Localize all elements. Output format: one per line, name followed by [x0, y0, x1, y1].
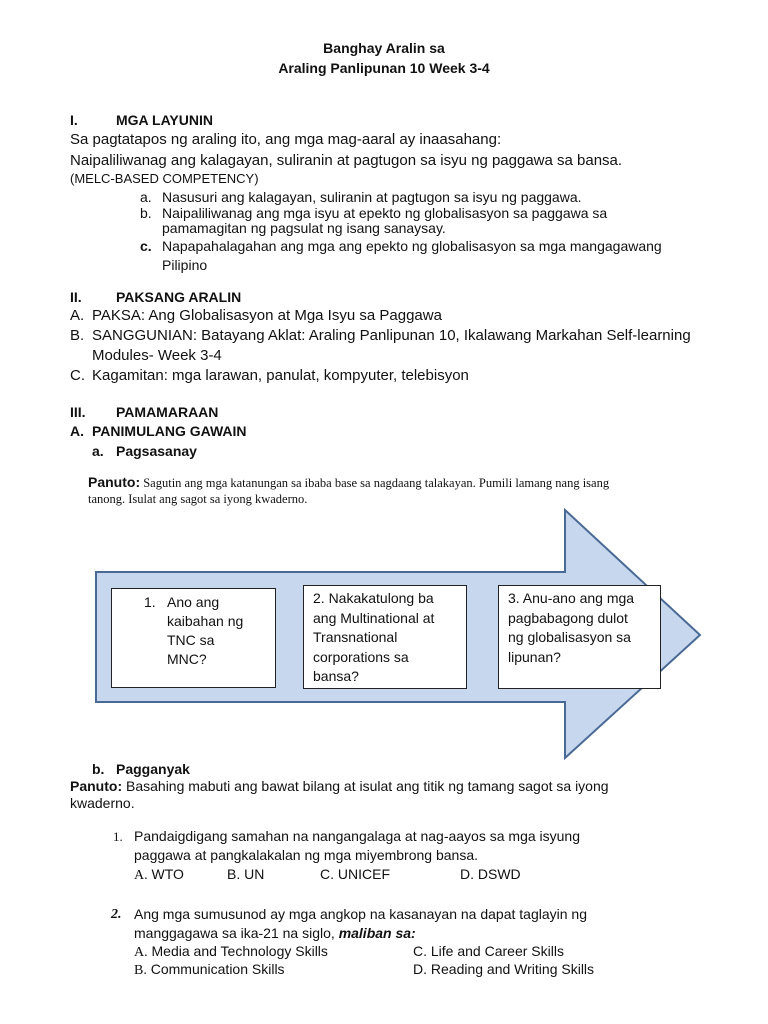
question-1-line: MNC? [167, 651, 207, 667]
objective-b-letter: b. [140, 205, 152, 221]
question-3-line: 3. Anu-ano ang mga [508, 590, 635, 606]
choice-letter: B. [227, 866, 241, 882]
question-1-num: 1. [144, 594, 156, 610]
choice-text: UNICEF [334, 866, 390, 882]
mc-question-1-line-1: Pandaigdigang samahan na nangangalaga at nag-aayos sa mga isyung [134, 828, 581, 844]
objective-c-text-1: Napapahalagahan ang mga ang epekto ng globalisasyon sa mga mangagawang [162, 238, 662, 254]
mc-question-2-choice-b [134, 961, 285, 979]
choice-letter: A. [134, 868, 148, 883]
section-2-numeral: II. [70, 289, 82, 305]
title-line-2: Araling Panlipunan 10 Week 3-4 [278, 60, 490, 76]
mc-question-1-line-2: paggawa at pangkalakalan ng mga miyembrong bansa. [134, 847, 479, 863]
mc-question-1-choice-d [460, 866, 521, 882]
question-box-3 [498, 585, 661, 689]
melc-note: (MELC-BASED COMPETENCY) [70, 171, 259, 186]
mc-question-2-line-2 [134, 925, 416, 941]
kagamitan-letter: C. [70, 367, 85, 384]
mc-question-1-choice-b [227, 866, 264, 882]
choice-text: UN [240, 866, 265, 882]
question-1-line: kaibahan ng [167, 613, 244, 629]
section-2-heading: PAKSANG ARALIN [116, 289, 242, 305]
question-3-line: ng globalisasyon sa [508, 629, 631, 645]
objective-a-text: Nasusuri ang kalagayan, suliranin at pagtugon sa isyu ng paggawa. [162, 189, 582, 205]
pagganyak-panuto-label: Panuto: [70, 778, 123, 794]
choice-text: WTO [147, 866, 184, 882]
panimulang-gawain-letter: A. [70, 423, 84, 439]
question-3-line: pagbabagong dulot [508, 609, 628, 626]
section-1-numeral: I. [70, 112, 78, 128]
question-box-1 [111, 588, 276, 688]
mc-question-2-choice-c [413, 943, 564, 959]
choice-letter: D. [460, 866, 474, 882]
choice-text: Reading and Writing Skills [427, 961, 595, 977]
mc-question-2-choice-d [413, 961, 594, 977]
pagsasanay-panuto-text-2: tanong. Isulat ang sagot sa iyong kwaderno. [88, 492, 308, 506]
mc-question-1-choice-a [134, 866, 184, 884]
paksa-text: PAKSA: Ang Globalisasyon at Mga Isyu sa Paggawa [92, 307, 442, 324]
question-1-line: TNC sa [167, 632, 215, 648]
choice-letter: B. [134, 963, 147, 978]
section-3-heading: PAMAMARAAN [116, 404, 219, 420]
choice-letter: D. [413, 961, 427, 977]
objective-c-text-2: Pilipino [162, 257, 208, 273]
choice-letter: C. [413, 943, 427, 959]
panimulang-gawain-heading: PANIMULANG GAWAIN [92, 423, 247, 439]
sanggunian-text-1: SANGGUNIAN: Batayang Aklat: Araling Panlipunan 10, Ikalawang Markahan Self-learning [92, 327, 691, 344]
choice-text: Life and Career Skills [427, 943, 564, 959]
pagganyak-panuto-text-1: Basahing mabuti ang bawat bilang at isulat ang titik ng tamang sagot sa iyong [122, 778, 609, 794]
objective-a-letter: a. [140, 189, 152, 205]
pagsasanay-panuto-label: Panuto: [88, 474, 141, 490]
pagganyak-panuto [70, 778, 609, 794]
choice-text: Communication Skills [146, 961, 285, 977]
mc-question-2-choice-a [134, 943, 328, 961]
title-line-1: Banghay Aralin sa [323, 40, 445, 56]
choice-letter: C. [320, 866, 334, 882]
sanggunian-letter: B. [70, 327, 85, 344]
kagamitan-text: Kagamitan: mga larawan, panulat, kompyuter, telebisyon [92, 367, 469, 384]
question-2-line: ang Multinational at [313, 609, 435, 626]
section-1-intro: Sa pagtatapos ng araling ito, ang mga mag-aaral ay inaasahang: [70, 131, 502, 148]
objective-b-text-2: pamamagitan ng pagsulat ng isang sanaysay. [162, 220, 446, 236]
mc-question-2-num: 2. [111, 907, 122, 922]
pagganyak-title: Pagganyak [116, 761, 190, 777]
mc-question-1-choice-c [320, 866, 390, 882]
objective-c-letter: c. [140, 238, 152, 254]
objective-b-text-1: Naipaliliwanag ang mga isyu at epekto ng globalisasyon sa paggawa sa [162, 205, 608, 221]
paksa-letter: A. [70, 307, 85, 324]
section-3-numeral: III. [70, 404, 86, 420]
pagsasanay-panuto-text-1: Sagutin ang mga katanungan sa ibaba base sa nagdaang talakayan. Pumili lamang nang isang [140, 476, 610, 490]
mc-question-1-num: 1. [113, 829, 123, 844]
mc-question-2-line-2-text: manggagawa sa ika-21 na siglo, [134, 925, 339, 941]
choice-text: DSWD [474, 866, 521, 882]
question-2-line: Transnational [313, 629, 398, 645]
question-2-line: bansa? [313, 668, 359, 684]
question-3-line: lipunan? [508, 648, 561, 665]
choice-text: Media and Technology Skills [147, 943, 328, 959]
sanggunian-text-2: Modules- Week 3-4 [92, 347, 222, 364]
pagsasanay-title: Pagsasanay [116, 443, 197, 459]
pagganyak-panuto-text-2: kwaderno. [70, 795, 135, 811]
pagsasanay-letter: a. [92, 443, 104, 459]
melc-text: Naipaliliwanag ang kalagayan, suliranin at pagtugon sa isyu ng paggawa sa bansa. [70, 152, 623, 169]
section-1-heading: MGA LAYUNIN [116, 112, 213, 128]
choice-letter: A. [134, 945, 148, 960]
question-2-line: corporations sa [313, 648, 409, 665]
pagganyak-letter: b. [92, 761, 105, 777]
question-1-line: Ano ang [167, 594, 220, 610]
mc-question-2-line-1: Ang mga sumusunod ay mga angkop na kasanayan na dapat taglayin ng [134, 906, 587, 922]
maliban-sa-emphasis: maliban sa: [338, 925, 416, 941]
question-2-line: 2. Nakakatulong ba [313, 590, 434, 606]
question-box-2 [303, 585, 467, 689]
